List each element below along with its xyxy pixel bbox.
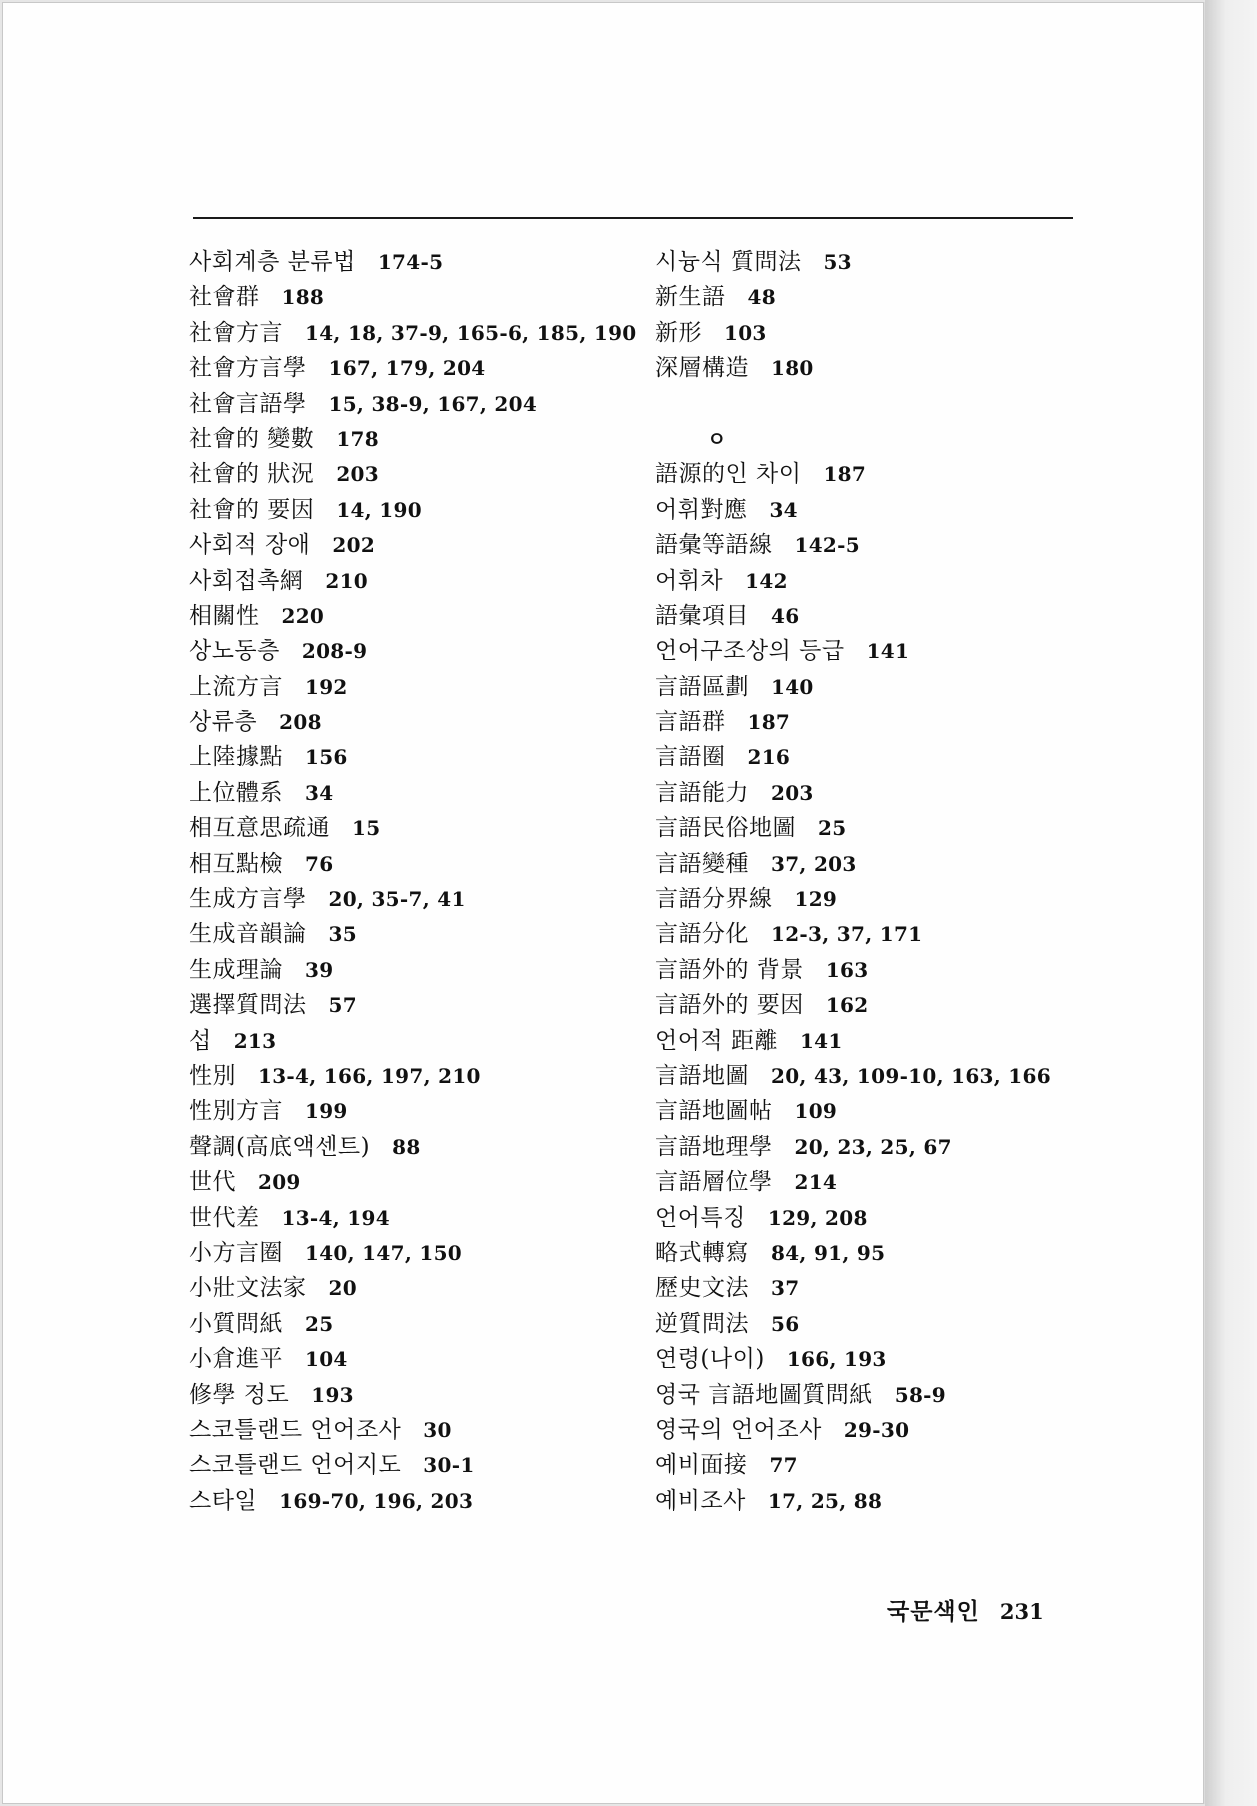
index-term: 性別方言 xyxy=(189,1098,283,1125)
index-entry xyxy=(189,387,639,422)
index-term: 言語民俗地圖 xyxy=(655,815,796,842)
index-term: 言語地理學 xyxy=(655,1133,773,1160)
index-entry xyxy=(655,351,1095,386)
index-term: 小方言圈 xyxy=(189,1239,283,1266)
index-term: 社會的 要因 xyxy=(189,496,315,523)
index-term: 世代 xyxy=(189,1169,236,1196)
index-entry xyxy=(189,988,639,1023)
index-entry xyxy=(189,599,639,634)
index-page-refs: 188 xyxy=(281,285,325,310)
section-gap xyxy=(655,387,1095,422)
index-term: 小倉進平 xyxy=(189,1346,283,1373)
index-page-refs: 77 xyxy=(769,1453,798,1478)
index-term: 言語能力 xyxy=(655,779,749,806)
index-entry xyxy=(189,1307,639,1342)
index-term: 性別 xyxy=(189,1062,236,1089)
index-term: 生成音韻論 xyxy=(189,921,307,948)
index-entry xyxy=(655,564,1095,599)
index-page-refs: 140 xyxy=(771,674,814,699)
index-page-refs: 15, 38-9, 167, 204 xyxy=(328,391,538,416)
index-entry xyxy=(655,599,1095,634)
index-page-refs: 129 xyxy=(794,887,838,912)
index-term: 言語層位學 xyxy=(655,1169,773,1196)
index-term: 言語圈 xyxy=(655,744,726,771)
index-page-refs: 203 xyxy=(771,780,814,805)
index-term: 歷史文法 xyxy=(655,1275,749,1302)
index-term: 社會言語學 xyxy=(189,390,307,417)
index-term: 相關性 xyxy=(189,602,260,629)
index-entry xyxy=(655,316,1095,351)
index-entry xyxy=(655,1024,1095,1059)
index-page-refs: 20 xyxy=(328,1276,357,1301)
index-entry xyxy=(655,1130,1095,1165)
page-footer xyxy=(887,1593,1044,1626)
index-term: 言語群 xyxy=(655,709,726,736)
index-page-refs: 141 xyxy=(866,639,910,664)
index-page-refs: 58-9 xyxy=(894,1382,946,1407)
index-page-refs: 20, 35-7, 41 xyxy=(328,887,466,912)
index-page-refs: 30 xyxy=(423,1417,452,1442)
page-edge-shadow xyxy=(1205,0,1257,1806)
index-page-refs: 216 xyxy=(747,745,791,770)
index-page-refs: 166, 193 xyxy=(786,1347,887,1372)
index-entry xyxy=(189,564,639,599)
index-entry xyxy=(189,670,639,705)
index-page-refs: 46 xyxy=(771,603,800,628)
index-entry xyxy=(655,670,1095,705)
index-entry xyxy=(189,1059,639,1094)
index-term: 生成方言學 xyxy=(189,886,307,913)
index-page-refs: 209 xyxy=(258,1170,301,1195)
index-entry xyxy=(655,705,1095,740)
index-page xyxy=(2,2,1204,1804)
index-entry xyxy=(655,528,1095,563)
index-term: 生成理論 xyxy=(189,956,283,983)
index-term: 社會的 狀況 xyxy=(189,461,315,488)
index-page-refs: 20, 43, 109-10, 163, 166 xyxy=(771,1063,1051,1088)
index-term: 語彙項目 xyxy=(655,602,749,629)
index-entry xyxy=(189,740,639,775)
index-page-refs: 187 xyxy=(823,462,867,487)
index-term: 選擇質問法 xyxy=(189,992,307,1019)
index-entry xyxy=(189,457,639,492)
index-entry xyxy=(655,457,1095,492)
index-page-refs: 169-70, 196, 203 xyxy=(279,1488,474,1513)
index-entry xyxy=(189,493,639,528)
index-entry xyxy=(189,847,639,882)
index-entry xyxy=(189,1236,639,1271)
index-entry xyxy=(189,316,639,351)
index-entry xyxy=(189,882,639,917)
index-page-refs: 104 xyxy=(305,1347,348,1372)
section-letter-heading: ㅇ xyxy=(707,426,727,451)
index-page-refs: 214 xyxy=(794,1170,838,1195)
index-entry xyxy=(189,422,639,457)
index-entry xyxy=(655,740,1095,775)
index-page-refs: 17, 25, 88 xyxy=(767,1488,883,1513)
index-entry xyxy=(189,1024,639,1059)
index-entry xyxy=(189,1165,639,1200)
index-term: 예비조사 xyxy=(655,1487,746,1514)
index-entry xyxy=(655,1059,1095,1094)
index-entry xyxy=(189,776,639,811)
index-entry xyxy=(655,1236,1095,1271)
index-term: 逆質問法 xyxy=(655,1310,749,1337)
index-page-refs: 48 xyxy=(747,285,776,310)
index-page-refs: 208-9 xyxy=(301,639,368,664)
index-entry xyxy=(655,1342,1095,1377)
index-page-refs: 202 xyxy=(332,533,376,558)
index-page-refs: 187 xyxy=(747,710,791,735)
index-entry xyxy=(655,1094,1095,1129)
index-entry xyxy=(189,280,639,315)
index-entry xyxy=(189,1271,639,1306)
index-entry xyxy=(655,634,1095,669)
index-page-refs: 210 xyxy=(325,568,369,593)
index-entry xyxy=(189,953,639,988)
index-term: 言語區劃 xyxy=(655,673,749,700)
index-entry xyxy=(189,1342,639,1377)
index-term: 修學 정도 xyxy=(189,1381,290,1408)
index-entry xyxy=(189,351,639,386)
index-entry xyxy=(655,917,1095,952)
index-term: 어휘차 xyxy=(655,567,724,594)
index-entry xyxy=(655,1484,1095,1519)
index-page-refs: 156 xyxy=(305,745,348,770)
index-term: 小壯文法家 xyxy=(189,1275,307,1302)
index-entry xyxy=(655,847,1095,882)
index-entry xyxy=(189,705,639,740)
index-entry xyxy=(189,811,639,846)
index-page-refs: 29-30 xyxy=(843,1417,910,1442)
index-page-refs: 25 xyxy=(305,1311,334,1336)
index-term: 相互意思疏通 xyxy=(189,815,330,842)
index-page-refs: 15 xyxy=(352,816,381,841)
index-term: 上流方言 xyxy=(189,673,283,700)
index-page-refs: 103 xyxy=(724,320,767,345)
index-page-refs: 25 xyxy=(818,816,847,841)
index-term: 言語地圖帖 xyxy=(655,1098,773,1125)
index-term: 社會方言 xyxy=(189,319,283,346)
index-page-refs: 220 xyxy=(281,603,325,628)
right-column-top-group xyxy=(655,245,1095,387)
index-page-refs: 35 xyxy=(328,922,357,947)
index-entry xyxy=(189,528,639,563)
index-entry xyxy=(655,811,1095,846)
index-page-refs: 193 xyxy=(311,1382,354,1407)
index-term: 新形 xyxy=(655,319,702,346)
index-page-refs: 167, 179, 204 xyxy=(328,356,486,381)
index-term: 社會群 xyxy=(189,284,260,311)
index-entry xyxy=(189,1413,639,1448)
index-page-refs: 12-3, 37, 171 xyxy=(771,922,923,947)
index-entry xyxy=(189,1448,639,1483)
index-column-right xyxy=(655,245,1095,1519)
index-term: 사회적 장애 xyxy=(189,532,311,559)
index-page-refs: 162 xyxy=(825,993,869,1018)
index-term: 上陸據點 xyxy=(189,744,283,771)
index-term: 영국 言語地圖質問紙 xyxy=(655,1381,873,1408)
index-column-left xyxy=(189,245,639,1519)
index-page-refs: 142 xyxy=(745,568,788,593)
index-entry xyxy=(655,1378,1095,1413)
index-term: 스타일 xyxy=(189,1487,258,1514)
index-entry xyxy=(655,1201,1095,1236)
index-term: 언어구조상의 등급 xyxy=(655,638,845,665)
index-term: 상류층 xyxy=(189,709,258,736)
index-term: 시늉식 質問法 xyxy=(655,249,802,275)
index-entry xyxy=(655,245,1095,280)
index-page-refs: 199 xyxy=(305,1099,348,1124)
index-entry xyxy=(189,245,639,280)
index-entry xyxy=(655,1448,1095,1483)
index-entry xyxy=(655,776,1095,811)
footer-label: 국문색인 xyxy=(887,1598,980,1625)
index-page-refs: 213 xyxy=(233,1028,277,1053)
index-term: 深層構造 xyxy=(655,355,749,382)
index-page-refs: 57 xyxy=(328,993,357,1018)
index-term: 世代差 xyxy=(189,1204,260,1231)
index-term: 상노동층 xyxy=(189,638,280,665)
index-term: 어휘對應 xyxy=(655,496,748,523)
index-page-refs: 39 xyxy=(305,957,334,982)
index-page-refs: 13-4, 194 xyxy=(281,1205,390,1230)
index-entry xyxy=(655,493,1095,528)
index-page-refs: 163 xyxy=(825,957,869,982)
index-term: 言語外的 要因 xyxy=(655,992,804,1019)
index-term: 언어특징 xyxy=(655,1204,746,1231)
index-entry xyxy=(655,1271,1095,1306)
index-page-refs: 174-5 xyxy=(377,250,444,274)
index-entry xyxy=(655,882,1095,917)
index-page-refs: 14, 18, 37-9, 165-6, 185, 190 xyxy=(305,320,637,345)
index-entry xyxy=(189,917,639,952)
index-page-refs: 20, 23, 25, 67 xyxy=(794,1134,952,1159)
index-term: 사회계층 분류법 xyxy=(189,249,356,275)
index-entry xyxy=(189,1378,639,1413)
index-page-refs: 34 xyxy=(769,497,798,522)
index-page-refs: 142-5 xyxy=(794,533,860,558)
index-term: 스코틀랜드 언어지도 xyxy=(189,1452,402,1479)
index-page-refs: 53 xyxy=(823,250,852,274)
page-number: 231 xyxy=(999,1599,1044,1624)
index-term: 언어적 距離 xyxy=(655,1027,778,1054)
index-page-refs: 34 xyxy=(305,780,334,805)
index-page-refs: 109 xyxy=(794,1099,838,1124)
index-term: 言語外的 背景 xyxy=(655,956,804,983)
index-page-refs: 192 xyxy=(305,674,348,699)
index-term: 略式轉寫 xyxy=(655,1239,749,1266)
index-term: 연령(나이) xyxy=(655,1346,765,1373)
index-entry xyxy=(655,1307,1095,1342)
index-entry xyxy=(189,1201,639,1236)
index-term: 言語分界線 xyxy=(655,886,773,913)
index-page-refs: 129, 208 xyxy=(767,1205,868,1230)
index-term: 예비面接 xyxy=(655,1452,748,1479)
index-term: 上位體系 xyxy=(189,779,283,806)
index-term: 聲調(高底액센트) xyxy=(189,1133,371,1160)
index-page-refs: 84, 91, 95 xyxy=(771,1240,886,1265)
index-term: 言語地圖 xyxy=(655,1062,749,1089)
index-term: 言語分化 xyxy=(655,921,749,948)
index-page-refs: 37, 203 xyxy=(771,851,857,876)
index-page-refs: 37 xyxy=(771,1276,800,1301)
index-page-refs: 88 xyxy=(392,1134,421,1159)
right-column-bottom-group xyxy=(655,457,1095,1519)
index-entry xyxy=(189,1094,639,1129)
index-term: 小質問紙 xyxy=(189,1310,283,1337)
index-entry xyxy=(189,1484,639,1519)
index-page-refs: 30-1 xyxy=(423,1453,475,1478)
index-entry xyxy=(189,1130,639,1165)
index-term: 相互點檢 xyxy=(189,850,283,877)
index-term: 新生語 xyxy=(655,284,726,311)
index-entry xyxy=(655,988,1095,1023)
index-term: 영국의 언어조사 xyxy=(655,1416,822,1443)
index-page-refs: 140, 147, 150 xyxy=(305,1240,462,1265)
index-page-refs: 14, 190 xyxy=(336,497,422,522)
index-page-refs: 56 xyxy=(771,1311,800,1336)
index-page-refs: 180 xyxy=(771,356,814,381)
index-page-refs: 13-4, 166, 197, 210 xyxy=(258,1063,481,1088)
index-term: 섭 xyxy=(189,1027,212,1054)
index-entry xyxy=(655,1165,1095,1200)
index-term: 語彙等語線 xyxy=(655,532,773,559)
index-page-refs: 203 xyxy=(336,462,379,487)
index-term: 言語變種 xyxy=(655,850,749,877)
index-page-refs: 178 xyxy=(336,426,379,451)
index-page-refs: 141 xyxy=(799,1028,843,1053)
index-term: 社會的 變數 xyxy=(189,425,315,452)
index-term: 社會方言學 xyxy=(189,355,307,382)
index-entry xyxy=(189,634,639,669)
index-term: 스코틀랜드 언어조사 xyxy=(189,1416,402,1443)
index-entry xyxy=(655,280,1095,315)
index-entry xyxy=(655,953,1095,988)
index-term: 사회접촉網 xyxy=(189,567,304,594)
index-entry xyxy=(655,1413,1095,1448)
index-term: 語源的인 차이 xyxy=(655,461,802,488)
header-rule xyxy=(193,217,1073,219)
index-page-refs: 208 xyxy=(279,710,322,735)
index-page-refs: 76 xyxy=(305,851,334,876)
